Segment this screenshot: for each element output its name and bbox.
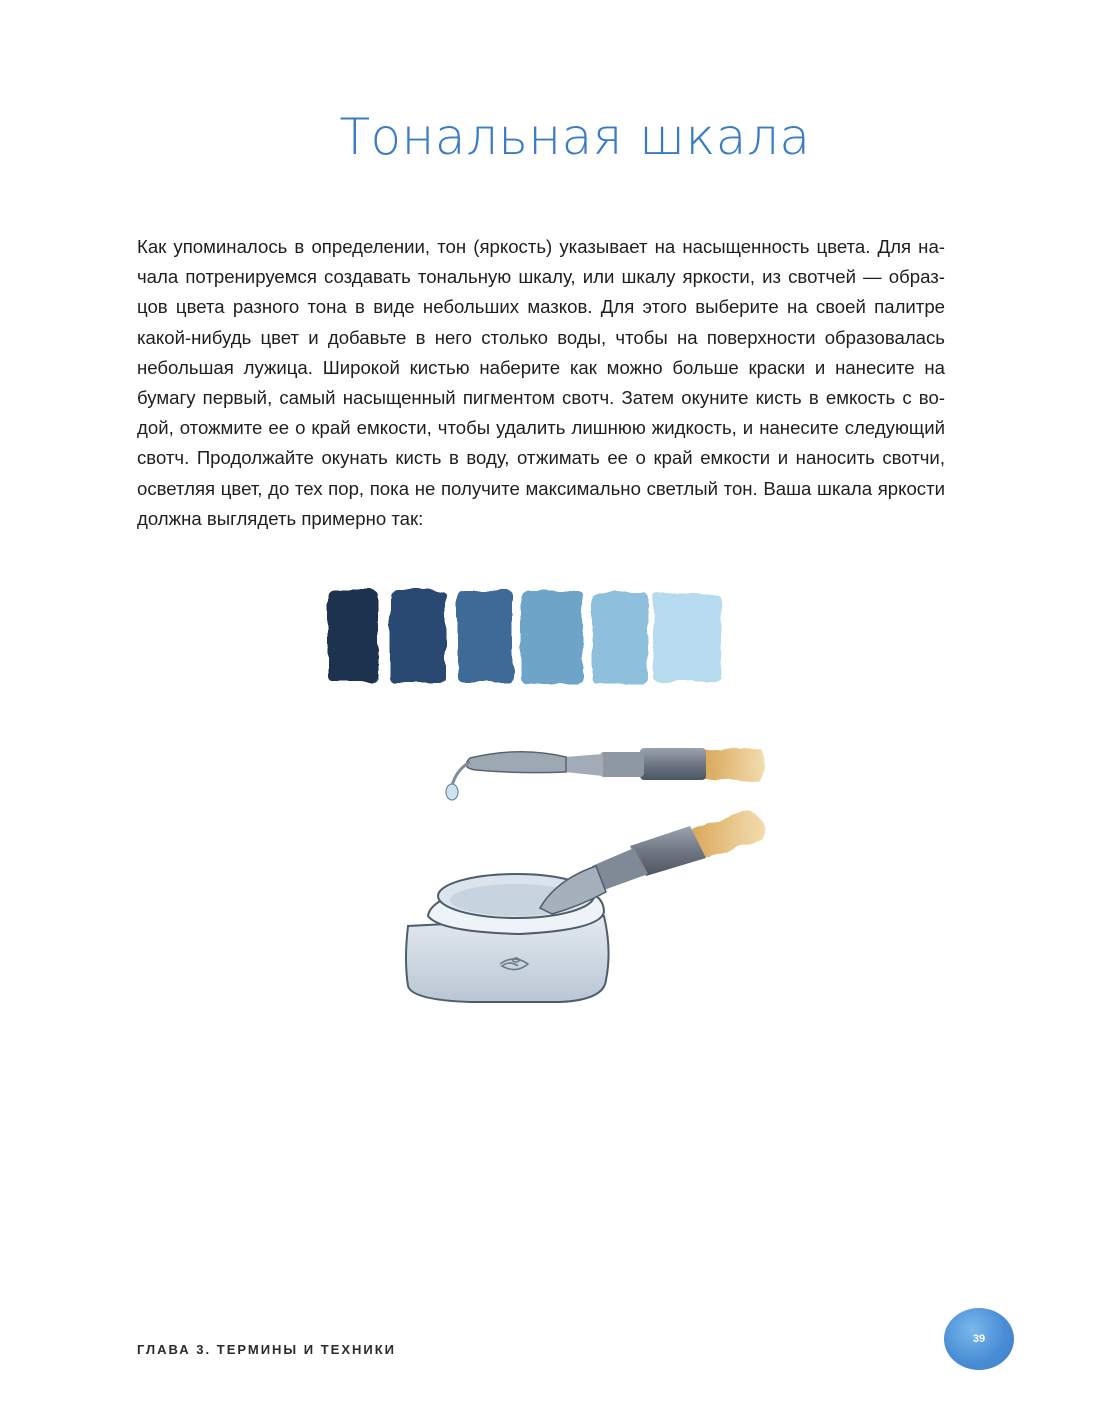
swatch-6 xyxy=(653,594,721,682)
page-number-badge: 39 xyxy=(944,1308,1014,1370)
chapter-footer: ГЛАВА 3. ТЕРМИНЫ И ТЕХНИКИ xyxy=(137,1342,397,1357)
brush-dripping-icon xyxy=(446,748,765,800)
swatch-1 xyxy=(328,590,378,682)
swatch-4 xyxy=(521,590,583,684)
paragraph-line: свотч. Продолжайте окунать кисть в воду, отжимать ее о край емкости и наносить свотчи, xyxy=(137,447,945,469)
swatch-5 xyxy=(592,592,648,684)
brush-in-jar-icon xyxy=(540,810,764,914)
paragraph-line: дой, отожмите ее о край емкости, чтобы удалить лишнюю жидкость, и нанесите следующий xyxy=(137,417,945,439)
paragraph-line: осветляя цвет, до тех пор, пока не получите максимально светлый тон. Ваша шкала яркости xyxy=(137,477,945,499)
page-title: Тональная шкала xyxy=(339,108,811,166)
paragraph-line: бумагу первый, самый насыщенный пигментом свотч. Затем окуните кисть в емкость с во- xyxy=(137,387,945,409)
paragraph-line: небольшая лужица. Широкой кистью наберите как можно больше краски и нанесите на xyxy=(137,356,945,378)
swatch-2 xyxy=(390,590,446,684)
paragraph-line: должна выглядеть примерно так: xyxy=(137,507,424,529)
paragraph-line: цов цвета разного тона в виде небольших мазков. Для этого выберите на своей палитре xyxy=(137,296,945,318)
swatch-3 xyxy=(457,590,513,682)
tonal-swatches xyxy=(328,590,721,684)
paragraph-line: чала потренируемся создавать тональную шкалу, или шкалу яркости, из свотчей — образ- xyxy=(137,266,945,288)
paragraph-line: какой-нибудь цвет и добавьте в него столько воды, чтобы на поверхности образовалась xyxy=(137,326,945,348)
paragraph-line: Как упоминалось в определении, тон (яркость) указывает на насыщенность цвета. Для на- xyxy=(137,236,945,257)
